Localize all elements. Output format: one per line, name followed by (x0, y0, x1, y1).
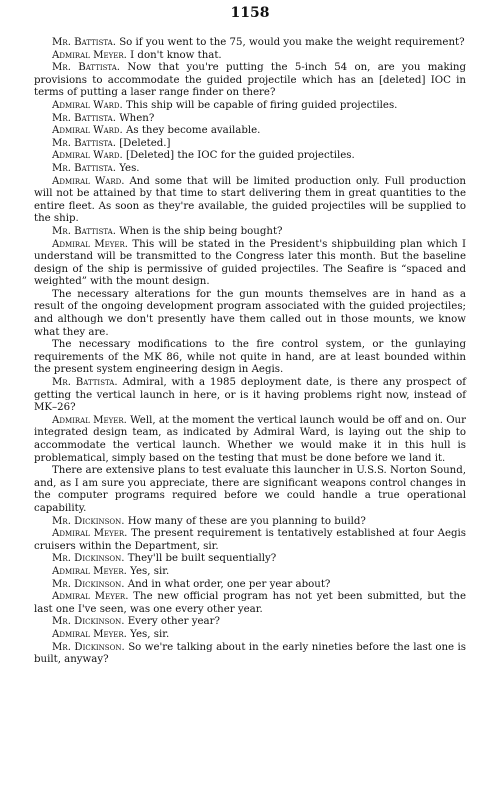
paragraph-text: When is the ship being bought? (119, 225, 283, 237)
paragraph (34, 465, 466, 515)
speaker-name: Admiral Meyer. (52, 565, 127, 577)
paragraph (34, 226, 466, 239)
paragraph (34, 163, 466, 176)
paragraph-text: This ship will be capable of firing guided projectiles. (126, 99, 398, 111)
paragraph (34, 377, 466, 415)
paragraph-text: And some that will be limited production only. Full production will not be attained by that time to start delivering them in great quantities to the entire fleet. As soon as they're available, the guided projectiles will be supplied to the ship. (34, 175, 466, 225)
paragraph-text: Well, at the moment the vertical launch would be off and on. Our integrated design team, as indicated by Admiral Ward, is laying out the ship to accommodate the vertical launch. Whether we would make it in this hull is problematical, simply based on the testing that must be done before we land it. (34, 414, 466, 464)
paragraph (34, 239, 466, 289)
speaker-name: Mr. Dickinson. (52, 515, 125, 527)
paragraph (34, 176, 466, 226)
paragraph-text: There are extensive plans to test evaluate this launcher in U.S.S. Norton Sound, and, as I am sure you appreciate, there are significant weapons control changes in the computer programs required before we could handle a true operational capability. (34, 465, 466, 514)
paragraph-text: Admiral, with a 1985 deployment date, is there any prospect of getting the vertical launch in here, or is it having problems right now, instead of MK–26? (34, 377, 466, 414)
speaker-name: Mr. Battista. (52, 37, 116, 48)
speaker-name: Admiral Meyer. (52, 414, 127, 426)
paragraph (34, 339, 466, 377)
paragraph (34, 62, 466, 100)
paragraph-text: So we're talking about in the early nineties before the last one is built, anyway? (34, 641, 466, 666)
speaker-name: Admiral Meyer. (52, 591, 129, 603)
transcript-body (34, 37, 466, 667)
speaker-name: Mr. Dickinson. (52, 578, 125, 590)
speaker-name: Mr. Battista. (52, 137, 116, 149)
paragraph-text: They'll be built sequentially? (127, 553, 277, 565)
speaker-name: Mr. Battista. (52, 62, 121, 74)
paragraph (34, 138, 466, 151)
paragraph-text: Yes. (119, 162, 140, 174)
speaker-name: Mr. Battista. (52, 162, 116, 174)
paragraph (34, 415, 466, 465)
paragraph (34, 37, 466, 50)
speaker-name: Admiral Ward. (52, 125, 123, 137)
paragraph-text: Now that you're putting the 5-inch 54 on, are you making provisions to accommodate the guided projectile which has an [deleted] IOC in terms of putting a laser range finder on there? (34, 62, 466, 99)
paragraph (34, 516, 466, 529)
speaker-name: Mr. Dickinson. (52, 641, 125, 653)
speaker-name: Admiral Ward. (52, 175, 125, 187)
paragraph-text: Yes, sir. (130, 628, 170, 640)
paragraph (34, 566, 466, 579)
paragraph-text: Every other year? (127, 616, 220, 628)
paragraph (34, 579, 466, 592)
paragraph-text: The new official program has not yet been submitted, but the last one I've seen, was one every other year. (34, 591, 466, 615)
paragraph (34, 528, 466, 553)
paragraph-text: [Deleted] the IOC for the guided projectiles. (126, 150, 355, 162)
paragraph-text: And in what order, one per year about? (127, 578, 331, 590)
speaker-name: Mr. Dickinson. (52, 553, 125, 565)
paragraph-text: The necessary alterations for the gun mounts themselves are in hand as a result of the ongoing development program associated with the guided projectiles; and although we don't presently have them called out in those mounts, we know what they are. (34, 288, 466, 338)
paragraph (34, 100, 466, 113)
paragraph (34, 642, 466, 667)
paragraph-text: The necessary modifications to the fire control system, or the gunlaying requirements of the MK 86, while not quite in hand, are at least bounded within the present system engineering design in Aegis. (34, 339, 466, 376)
paragraph (34, 616, 466, 629)
speaker-name: Mr. Battista. (52, 112, 116, 124)
speaker-name: Mr. Battista. (52, 225, 116, 237)
paragraph (34, 629, 466, 642)
speaker-name: Admiral Meyer. (52, 49, 127, 61)
paragraph-text: This will be stated in the President's shipbuilding plan which I understand will be transmitted to the Congress later this month. But the baseline design of the ship is permissive of guided projectiles. The Seafire is “spaced and weighted” with the mount design. (34, 238, 466, 288)
paragraph-text: As they become available. (126, 125, 261, 137)
speaker-name: Admiral Ward. (52, 99, 123, 111)
paragraph-text: How many of these are you planning to build? (127, 515, 366, 527)
paragraph (34, 289, 466, 339)
speaker-name: Mr. Dickinson. (52, 616, 125, 628)
speaker-name: Admiral Meyer. (52, 238, 129, 250)
paragraph-text: The present requirement is tentatively established at four Aegis cruisers within the Department, sir. (34, 528, 466, 552)
paragraph-text: When? (119, 112, 155, 124)
paragraph (34, 591, 466, 616)
paragraph (34, 150, 466, 163)
paragraph-text: Yes, sir. (130, 565, 170, 577)
paragraph-text: So if you went to the 75, would you make the weight requirement? (119, 37, 465, 48)
paragraph (34, 50, 466, 63)
paragraph (34, 553, 466, 566)
speaker-name: Admiral Meyer. (52, 628, 127, 640)
speaker-name: Mr. Battista. (52, 377, 118, 389)
paragraph (34, 125, 466, 138)
speaker-name: Admiral Ward. (52, 150, 123, 162)
page-number: 1158 (230, 5, 270, 21)
paragraph-text: I don't know that. (130, 49, 222, 61)
speaker-name: Admiral Meyer. (52, 528, 128, 540)
paragraph (34, 113, 466, 126)
paragraph-text: [Deleted.] (119, 137, 171, 149)
